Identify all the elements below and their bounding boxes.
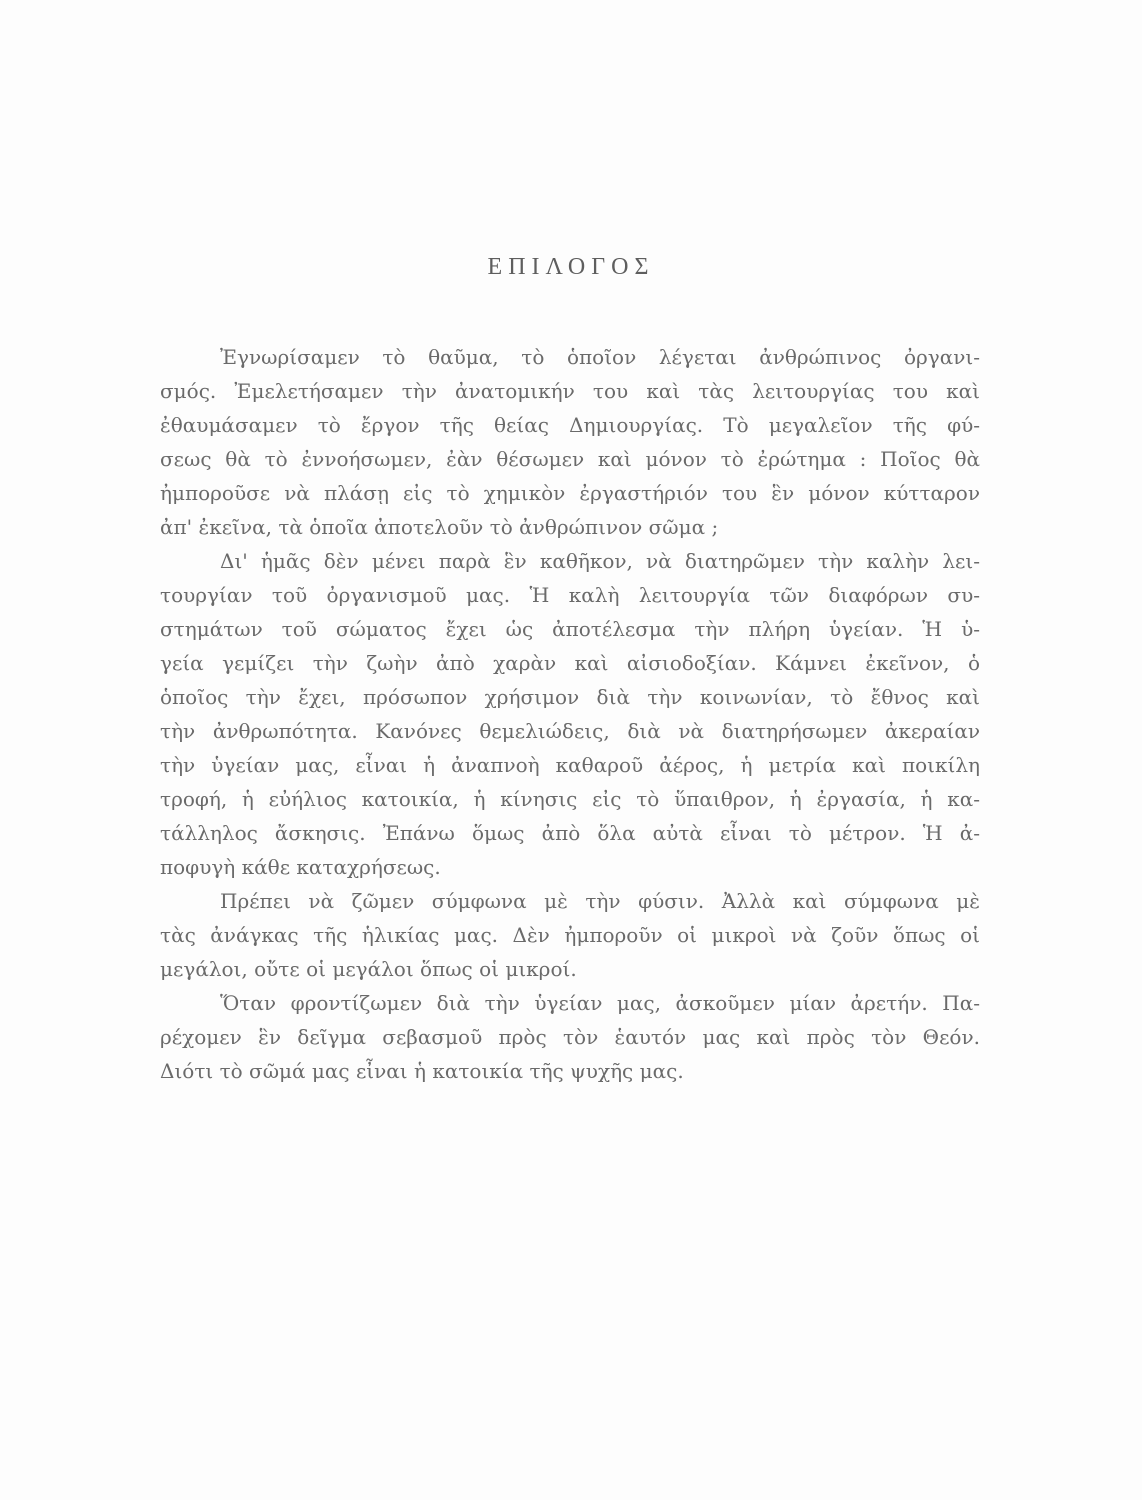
text-line: ἠμποροῦσε νὰ πλάσῃ εἰς τὸ χημικὸν ἐργαστήριόν του ἓν μόνον κύτταρον (160, 481, 980, 505)
body-text (160, 340, 980, 1088)
text-line: Διότι τὸ σῶμά μας εἶναι ἡ κατοικία τῆς ψυχῆς μας. (160, 1059, 684, 1083)
text-line: τάλληλος ἄσκησις. Ἐπάνω ὅμως ἀπὸ ὅλα αὐτὰ εἶναι τὸ μέτρον. Ἡ ἀ- (160, 821, 980, 845)
text-line: ἐθαυμάσαμεν τὸ ἔργον τῆς θείας Δημιουργίας. Τὸ μεγαλεῖον τῆς φύ- (160, 413, 980, 437)
text-line: Πρέπει νὰ ζῶμεν σύμφωνα μὲ τὴν φύσιν. Ἀλλὰ καὶ σύμφωνα μὲ (220, 889, 980, 913)
text-line: Ὅταν φροντίζωμεν διὰ τὴν ὑγείαν μας, ἀσκοῦμεν μίαν ἀρετήν. Πα- (220, 991, 980, 1015)
text-line: Ἐγνωρίσαμεν τὸ θαῦμα, τὸ ὁποῖον λέγεται ἀνθρώπινος ὀργανι- (220, 345, 980, 369)
text-line: γεία γεμίζει τὴν ζωὴν ἀπὸ χαρὰν καὶ αἰσιοδοξίαν. Κάμνει ἐκεῖνον, ὁ (160, 651, 980, 675)
page-title: ΕΠΙΛΟΓΟΣ (487, 254, 655, 280)
text-line: Δι' ἡμᾶς δὲν μένει παρὰ ἓν καθῆκον, νὰ διατηρῶμεν τὴν καλὴν λει- (220, 549, 980, 573)
text-line: μεγάλοι, οὔτε οἱ μεγάλοι ὅπως οἱ μικροί. (160, 957, 577, 981)
text-line: σμός. Ἐμελετήσαμεν τὴν ἀνατομικήν του καὶ τὰς λειτουργίας του καὶ (160, 379, 980, 403)
text-line: τὴν ὑγείαν μας, εἶναι ἡ ἀναπνοὴ καθαροῦ ἀέρος, ἡ μετρία καὶ ποικίλη (160, 753, 980, 777)
text-line: ποφυγὴ κάθε καταχρήσεως. (160, 855, 441, 879)
text-line: σεως θὰ τὸ ἐννοήσωμεν, ἐὰν θέσωμεν καὶ μόνον τὸ ἐρώτημα : Ποῖος θὰ (160, 447, 980, 471)
text-line: τροφή, ἡ εὐήλιος κατοικία, ἡ κίνησις εἰς τὸ ὕπαιθρον, ἡ ἐργασία, ἡ κα- (160, 787, 980, 811)
text-line: τὴν ἀνθρωπότητα. Κανόνες θεμελιώδεις, διὰ νὰ διατηρήσωμεν ἀκεραίαν (160, 719, 980, 743)
text-line: στημάτων τοῦ σώματος ἔχει ὡς ἀποτέλεσμα τὴν πλήρη ὑγείαν. Ἡ ὑ- (160, 617, 980, 641)
text-line: ὁποῖος τὴν ἔχει, πρόσωπον χρήσιμον διὰ τὴν κοινωνίαν, τὸ ἔθνος καὶ (160, 685, 980, 709)
text-line: τουργίαν τοῦ ὀργανισμοῦ μας. Ἡ καλὴ λειτουργία τῶν διαφόρων συ- (160, 583, 980, 607)
text-line: τὰς ἀνάγκας τῆς ἡλικίας μας. Δὲν ἠμποροῦν οἱ μικροὶ νὰ ζοῦν ὅπως οἱ (160, 923, 980, 947)
text-line: ρέχομεν ἓν δεῖγμα σεβασμοῦ πρὸς τὸν ἑαυτόν μας καὶ πρὸς τὸν Θεόν. (160, 1025, 980, 1049)
text-line: ἀπ' ἐκεῖνα, τὰ ὁποῖα ἀποτελοῦν τὸ ἀνθρώπινον σῶμα ; (160, 515, 719, 539)
